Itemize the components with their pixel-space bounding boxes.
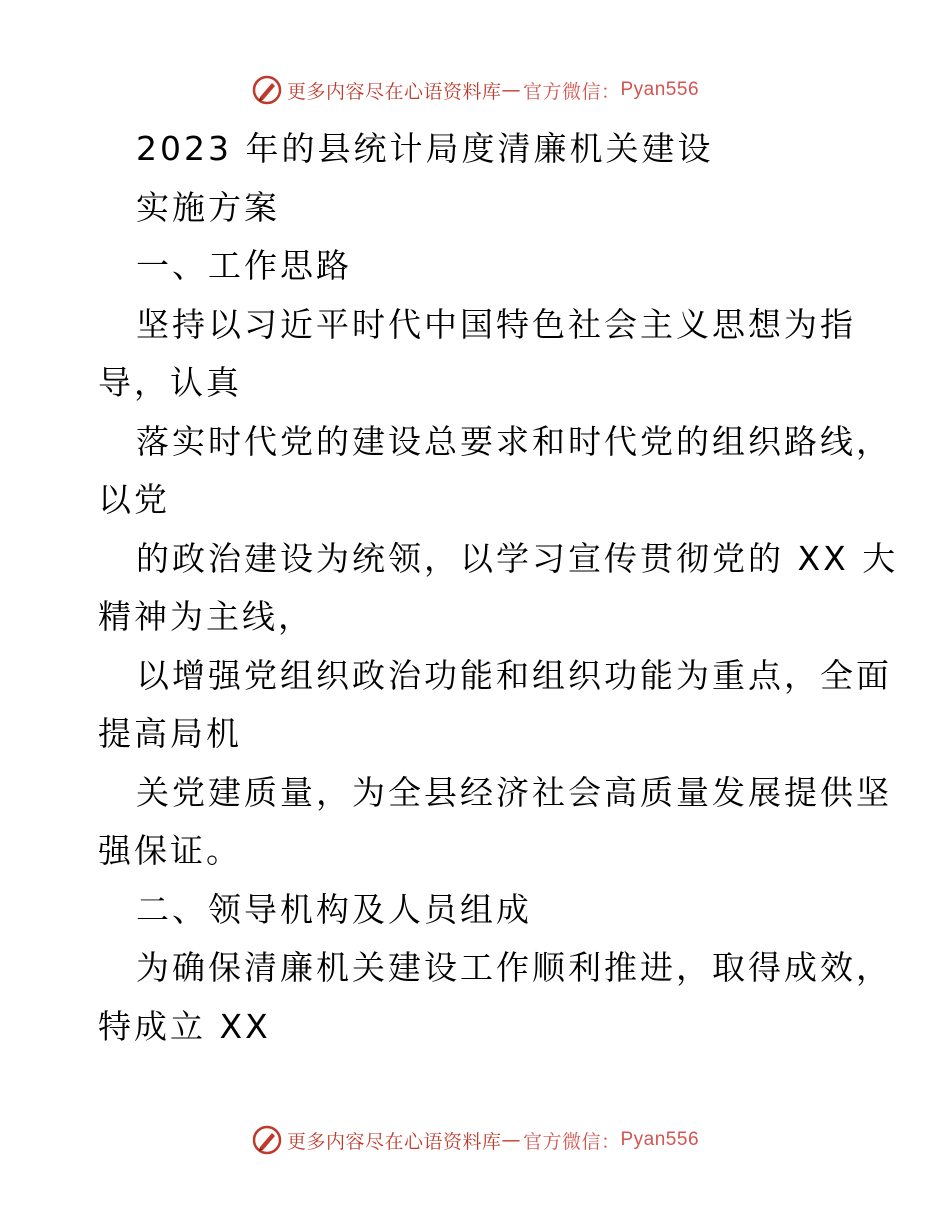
document-body [98,120,899,1056]
paragraph-line: 强保证。 [98,831,242,870]
document-title-line-1: 2023 年的县统计局度清廉机关建设 [136,129,714,168]
banner-wechat-id: Pyan556 [620,79,700,100]
paragraph-line: 提高局机 [98,714,242,753]
section-heading-2: 二、领导机构及人员组成 [136,889,532,929]
paragraph-line: 以增强党组织政治功能和组织功能为重点，全面 [136,655,892,695]
paragraph-line: 精神为主线， [98,597,314,636]
banner-sub-text: 官方微信： [522,1130,621,1153]
footer-watermark-banner [0,1122,950,1158]
paragraph-line: 以党 [98,480,170,519]
banner-sub-text: 官方微信： [522,80,621,103]
paragraph-line: 坚持以习近平时代中国特色社会主义思想为指 [136,304,856,344]
paragraph-line: 落实时代党的建设总要求和时代党的组织路线， [136,421,892,461]
document-title-line-2: 实施方案 [136,187,280,227]
banner-main-text: 更多内容尽在心语资料库 [286,1130,502,1153]
paragraph-line: 为确保清廉机关建设工作顺利推进，取得成效， [136,948,892,987]
paragraph-line: 关党建质量，为全县经济社会高质量发展提供坚 [136,772,892,812]
banner-dash: — [501,1129,521,1151]
header-watermark-banner [0,72,950,108]
section-heading-1: 一、工作思路 [136,246,352,285]
pen-logo-icon [251,1124,283,1156]
banner-wechat-id: Pyan556 [620,1129,700,1150]
banner-dash: — [501,79,521,101]
paragraph-line: 导，认真 [98,363,242,402]
banner-main-text: 更多内容尽在心语资料库 [286,80,502,103]
pen-logo-icon [251,74,283,106]
paragraph-line: 的政治建设为统领，以学习宣传贯彻党的 XX 大 [136,538,899,578]
paragraph-line: 特成立 XX [98,1006,271,1046]
